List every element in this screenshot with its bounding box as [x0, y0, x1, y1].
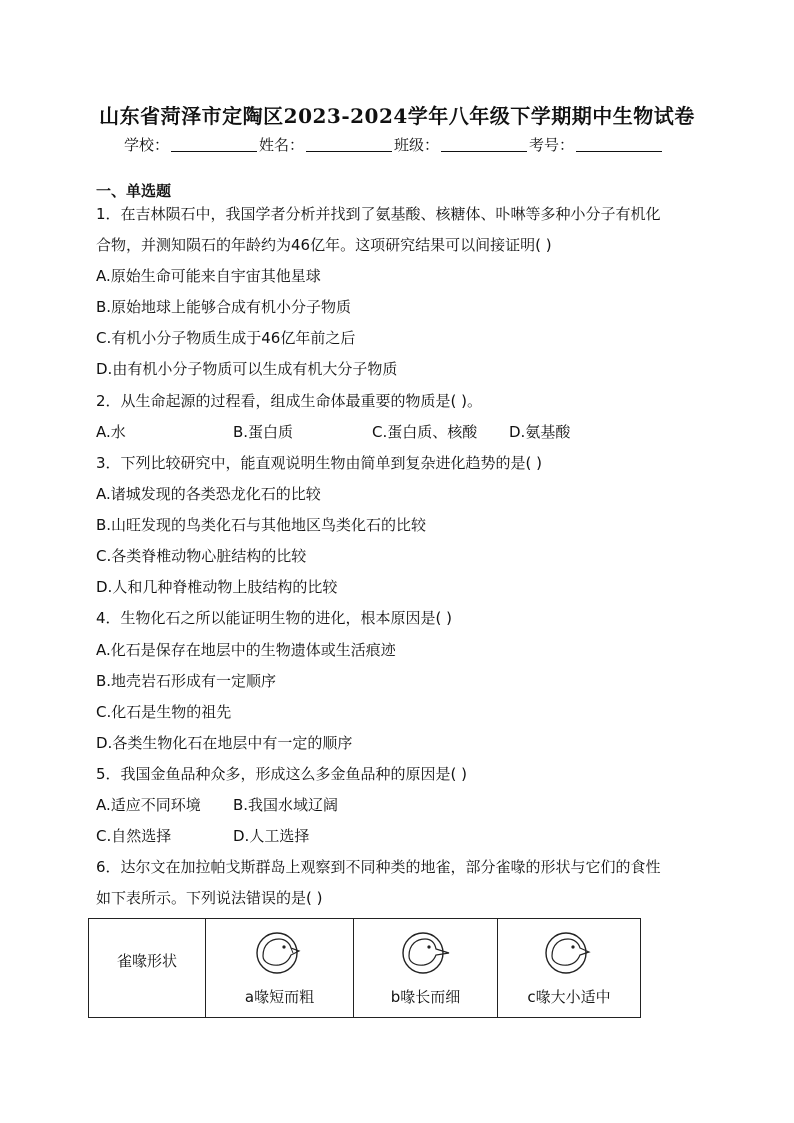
q2-option-b: B.蛋白质: [233, 423, 294, 441]
exam-title: 山东省菏泽市定陶区2023-2024学年八年级下学期期中生物试卷: [99, 104, 695, 128]
q2-option-c: C.蛋白质、核酸: [372, 423, 478, 441]
school-blank[interactable]: [171, 137, 257, 152]
q3-option-a: A.诸城发现的各类恐龙化石的比较: [96, 485, 321, 503]
table-header-cell: [89, 919, 206, 1018]
q3-option-c: C.各类脊椎动物心脏结构的比较: [96, 547, 307, 565]
section-heading: 一、单选题: [96, 182, 172, 200]
q1-stem-line2: 合物，并测知陨石的年龄约为46亿年。这项研究结果可以间接证明( ): [96, 236, 552, 254]
q3-option-b: B.山旺发现的鸟类化石与其他地区鸟类化石的比较: [96, 516, 427, 534]
bird-head-long-thin-beak-icon: [399, 930, 453, 976]
q2-stem: 2．从生命起源的过程看，组成生命体最重要的物质是( )。: [96, 392, 483, 410]
q5-option-c: C.自然选择: [96, 827, 172, 845]
q2-option-d: D.氨基酸: [509, 423, 571, 441]
q2-option-a: A.水: [96, 423, 126, 441]
q3-stem: 3．下列比较研究中，能直观说明生物由简单到复杂进化趋势的是( ): [96, 454, 543, 472]
number-label: 考号：: [529, 136, 575, 154]
table-cell-c: [498, 919, 641, 1018]
beak-shape-table: [88, 918, 641, 1018]
q4-option-c: C.化石是生物的祖先: [96, 703, 232, 721]
q1-stem-line1: 1．在吉林陨石中，我国学者分析并找到了氨基酸、核糖体、卟啉等多种小分子有机化: [96, 205, 661, 223]
q5-stem: 5．我国金鱼品种众多，形成这么多金鱼品种的原因是( ): [96, 765, 468, 783]
table-cell-b: [354, 919, 498, 1018]
q4-option-b: B.地壳岩石形成有一定顺序: [96, 672, 277, 690]
q5-option-a: A.适应不同环境: [96, 796, 201, 814]
school-label: 学校：: [124, 136, 170, 154]
class-blank[interactable]: [441, 137, 527, 152]
name-label: 姓名：: [259, 136, 305, 154]
number-blank[interactable]: [576, 137, 662, 152]
name-blank[interactable]: [306, 137, 392, 152]
table-cell-a-label: a喙短而粗: [244, 987, 315, 1006]
table-header-label: 雀喙形状: [116, 951, 177, 970]
table-cell-a: [206, 919, 354, 1018]
q4-option-a: A.化石是保存在地层中的生物遗体或生活痕迹: [96, 641, 396, 659]
table-cell-c-label: c喙大小适中: [527, 987, 611, 1006]
bird-head-medium-beak-icon: [542, 930, 596, 976]
q4-option-d: D.各类生物化石在地层中有一定的顺序: [96, 734, 353, 752]
q4-stem: 4．生物化石之所以能证明生物的进化，根本原因是( ): [96, 609, 453, 627]
q5-options-row1: [96, 795, 496, 815]
student-info-row: [124, 134, 664, 155]
q1-option-b: B.原始地球上能够合成有机小分子物质: [96, 298, 352, 316]
q6-stem-line2: 如下表所示。下列说法错误的是( ): [96, 889, 323, 907]
class-label: 班级：: [394, 136, 440, 154]
q1-option-a: A.原始生命可能来自宇宙其他星球: [96, 267, 321, 285]
q3-option-d: D.人和几种脊椎动物上肢结构的比较: [96, 578, 338, 596]
q1-option-d: D.由有机小分子物质可以生成有机大分子物质: [96, 360, 398, 378]
q5-option-b: B.我国水域辽阔: [233, 796, 339, 814]
q6-stem-line1: 6．达尔文在加拉帕戈斯群岛上观察到不同种类的地雀，部分雀喙的形状与它们的食性: [96, 858, 661, 876]
q1-option-c: C.有机小分子物质生成于46亿年前之后: [96, 329, 356, 347]
q2-options: [96, 422, 696, 442]
table-cell-b-label: b喙长而细: [390, 987, 461, 1006]
bird-head-short-thick-beak-icon: [253, 930, 307, 976]
q5-options-row2: [96, 826, 496, 846]
q5-option-d: D.人工选择: [233, 827, 310, 845]
